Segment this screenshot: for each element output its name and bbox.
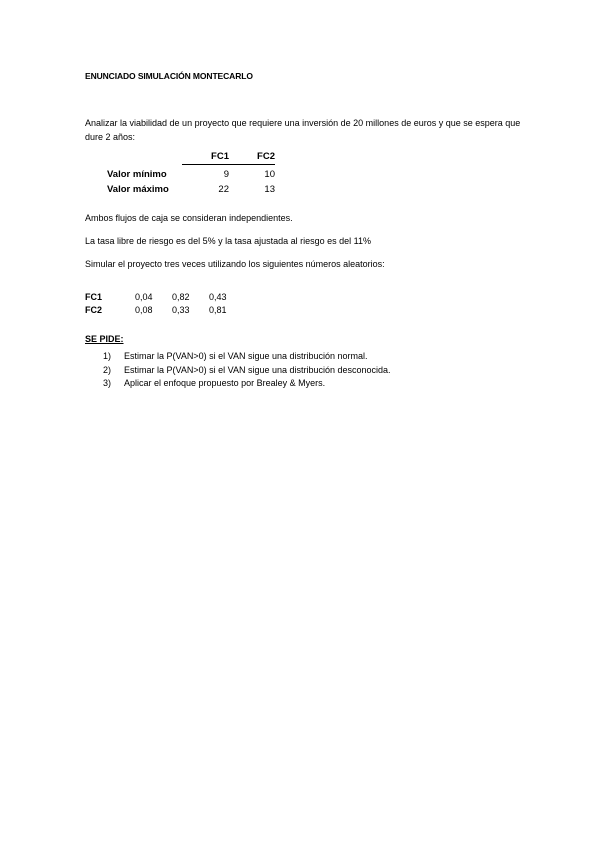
task-number: 2) — [103, 364, 112, 375]
task-text: Estimar la P(VAN>0) si el VAN sigue una distribución normal. — [124, 351, 368, 361]
simulation-instruction: Simular el proyecto tres veces utilizando los siguientes números aleatorios: — [85, 259, 385, 269]
cash-flow-range-table — [102, 151, 275, 195]
table-row — [85, 292, 246, 305]
random-numbers-table — [85, 292, 246, 318]
task-list — [85, 350, 391, 391]
random-value: 0,81 — [209, 305, 227, 315]
task-number: 1) — [103, 351, 112, 361]
random-value: 0,04 — [135, 292, 153, 302]
independence-note: Ambos flujos de caja se consideran independientes. — [85, 213, 293, 223]
random-row-label-fc2: FC2 — [85, 305, 103, 315]
document-title: ENUNCIADO SIMULACIÓN MONTECARLO — [85, 71, 253, 81]
task-number: 3) — [103, 378, 112, 388]
table-row — [85, 305, 246, 318]
range-table-corner — [102, 151, 182, 165]
random-value: 0,43 — [209, 292, 227, 302]
se-pide-heading: SE PIDE: — [85, 334, 124, 344]
row-label-max: Valor máximo — [107, 184, 169, 195]
random-value: 0,33 — [172, 305, 190, 315]
table-row — [102, 180, 275, 195]
min-fc1-value: 9 — [223, 169, 229, 180]
task-text: Aplicar el enfoque propuesto por Brealey & Myers. — [124, 378, 326, 388]
list-item — [85, 377, 391, 391]
list-item — [85, 364, 391, 378]
row-label-min: Valor mínimo — [107, 168, 167, 180]
random-value: 0,82 — [172, 292, 190, 302]
min-fc2-value: 10 — [264, 169, 275, 180]
random-value: 0,08 — [135, 305, 153, 315]
intro-paragraph: Analizar la viabilidad de un proyecto que requiere una inversión de 20 millones de euros y que se espera que dure 2 años: — [85, 118, 521, 142]
table-row — [102, 165, 275, 181]
range-header-fc1: FC1 — [182, 151, 229, 165]
list-item — [85, 350, 391, 364]
task-text: Estimar la P(VAN>0) si el VAN sigue una distribución desconocida. — [124, 364, 391, 375]
max-fc1-value: 22 — [218, 184, 229, 195]
random-row-label-fc1: FC1 — [85, 292, 103, 302]
rates-note: La tasa libre de riesgo es del 5% y la tasa ajustada al riesgo es del 11% — [85, 236, 372, 246]
max-fc2-value: 13 — [264, 184, 275, 195]
range-header-fc2: FC2 — [229, 151, 275, 165]
